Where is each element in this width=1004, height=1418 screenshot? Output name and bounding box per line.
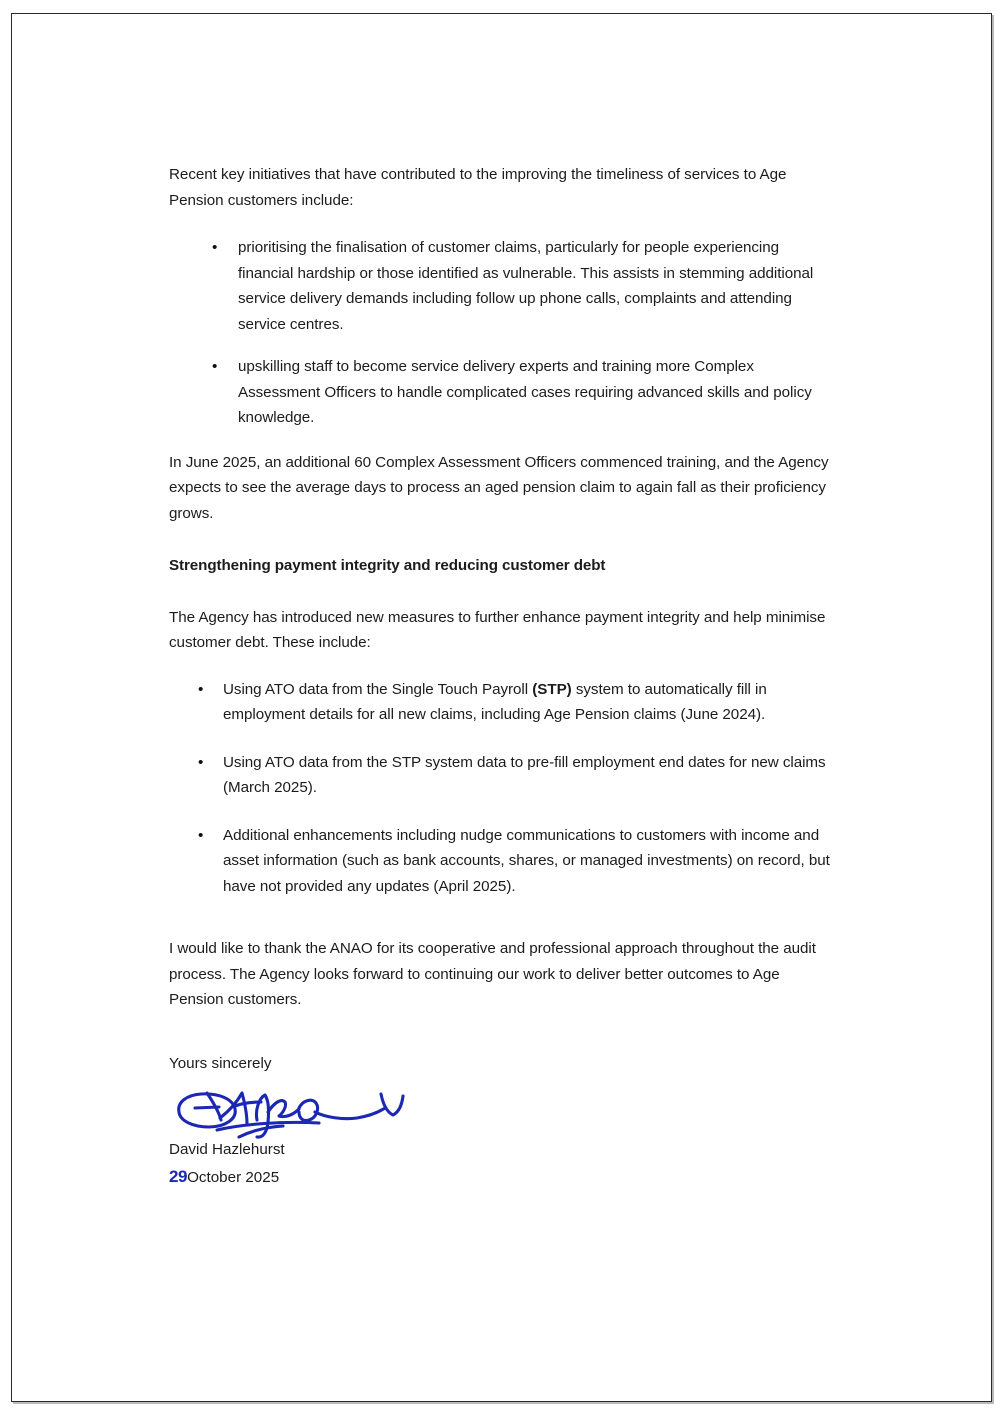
spacer — [169, 213, 837, 235]
list-item — [212, 235, 837, 337]
list-item — [198, 750, 837, 801]
letter-page — [11, 13, 992, 1402]
handwritten-day: 29 — [169, 1167, 188, 1186]
bullet-text: Additional enhancements including nudge communications to customers with income and asset information (such as bank accounts, shares, or managed investments) on record, but have not provided any updates (April 2025). — [223, 826, 830, 895]
list-item — [198, 823, 837, 900]
spacer — [169, 526, 837, 553]
spacer — [169, 1013, 837, 1051]
signature-block — [169, 1051, 837, 1191]
bullet-text-after: system to automatically fill in employment details for all new claims, including Age Pension claims (June 2024). — [223, 680, 767, 723]
list-item — [198, 677, 837, 728]
bullet-text: upskilling staff to become service delivery experts and training more Complex Assessment Officers to handle complicated cases requiring advanced skills and policy knowledge. — [238, 358, 812, 426]
bullet-icon: • — [198, 826, 204, 844]
initiatives-bullet-list — [212, 235, 837, 431]
signatory-name: David Hazlehurst — [169, 1141, 285, 1158]
bullet-icon: • — [212, 358, 218, 375]
spacer — [169, 431, 837, 450]
bullet-icon: • — [198, 753, 204, 771]
bullet-icon: • — [212, 239, 218, 256]
training-paragraph: In June 2025, an additional 60 Complex Assessment Officers commenced training, and the Agency expects to see the average days to process an aged pension claim to again fall as their proficiency grows. — [169, 453, 829, 522]
measures-intro-paragraph: The Agency has introduced new measures to further enhance payment integrity and help minimise customer debt. These include: — [169, 608, 826, 651]
bullet-text: prioritising the finalisation of customer claims, particularly for people experiencing financial hardship or those identified as vulnerable. This assists in stemming additional service delivery demands including follow up phone calls, complaints and attending service centres. — [238, 239, 814, 333]
spacer — [169, 656, 837, 677]
section-heading: Strengthening payment integrity and reducing customer debt — [169, 557, 606, 574]
bullet-text-before: Using ATO data from the Single Touch Payroll — [223, 680, 533, 698]
bullet-text: Using ATO data from the STP system data to pre-fill employment end dates for new claims (March 2025). — [223, 753, 826, 796]
spacer — [169, 899, 837, 936]
intro-paragraph: Recent key initiatives that have contributed to the improving the timeliness of services to Age Pension customers include: — [169, 166, 787, 209]
salutation: Yours sincerely — [169, 1054, 272, 1072]
measures-bullet-list — [198, 677, 837, 900]
printed-date: October 2025 — [187, 1169, 280, 1186]
closing-paragraph: I would like to thank the ANAO for its cooperative and professional approach throughout the audit process. The Agency looks forward to continuing our work to deliver better outcomes to Age Pension customers. — [169, 940, 816, 1008]
letter-content — [169, 162, 837, 1190]
handwritten-signature-icon — [173, 1082, 423, 1140]
spacer — [169, 579, 837, 605]
bullet-text-emphasis: (STP) — [532, 680, 572, 698]
list-item — [212, 354, 837, 431]
bullet-icon: • — [198, 680, 204, 698]
signature-date — [169, 1165, 837, 1190]
